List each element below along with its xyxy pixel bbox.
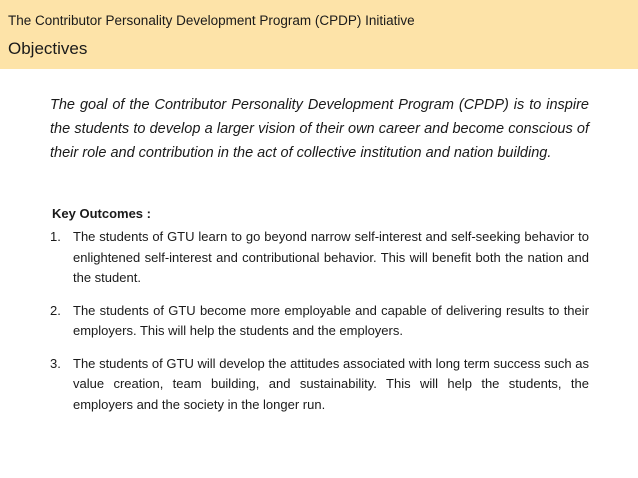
outcome-text: The students of GTU will develop the attitudes associated with long term success such as value creation, team building, and sustainability. This will help the students, the employers and the society in the longer run. (73, 355, 589, 412)
key-outcomes-heading: Key Outcomes : (52, 206, 151, 221)
outcomes-list (50, 227, 589, 427)
slide-subtitle: Objectives (8, 39, 88, 58)
outcome-text: The students of GTU become more employable and capable of delivering results to their employers. This will help the students and the employers. (73, 302, 589, 338)
outcome-text: The students of GTU learn to go beyond narrow self-interest and self-seeking behavior to enlightened self-interest and contributional behavior. This will benefit both the nation and the student. (73, 229, 589, 285)
slide-title: The Contributor Personality Development Program (CPDP) Initiative (8, 13, 415, 28)
outcome-item-3 (50, 354, 589, 416)
outcome-number: 3. (50, 355, 61, 371)
goal-statement: The goal of the Contributor Personality Development Program (CPDP) is to inspire the students to develop a larger vision of their own career and become conscious of their role and contribution in the act of collective institution and nation building. (50, 97, 589, 161)
outcome-item-1 (50, 227, 589, 289)
slide-header (0, 0, 638, 69)
outcome-number: 2. (50, 302, 61, 318)
outcome-number: 1. (50, 229, 61, 244)
outcome-item-2 (50, 301, 589, 342)
